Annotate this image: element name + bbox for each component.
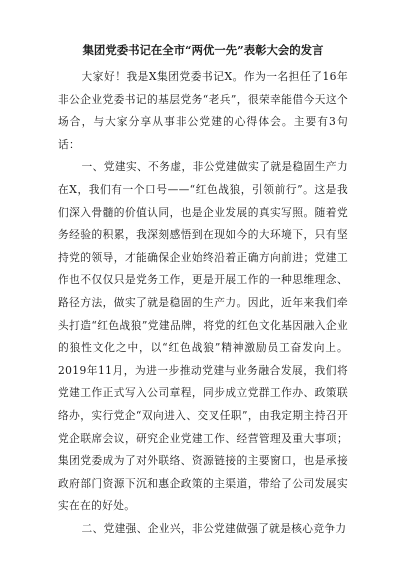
paragraph-intro: 大家好！我是X集团党委书记X。作为一名担任了16年非公企业党委书记的基层党务“老兵”，很荣幸能借今天这个场合，与大家分享从事非公党建的心得体会。主要有3句话： [58, 70, 348, 151]
document-page [58, 42, 348, 540]
paragraph-section-one: 一、党建实、不务虚，非公党建做实了就是稳固生产力在X，我们有一个口号——“红色战狼，引领前行”。这是我们深入骨髓的价值认同，也是企业发展的真实写照。随着党务经验的积累，我深刻感悟到在现如今的大环境下，只有坚持党的领导，才能确保企业始终沿着正确方向前进；党建工作也不仅仅只是党务工作，更是开展工作的一种思维理念、路径方法，做实了就是稳固的生产力。因此，近年来我们牵头打造“红色战狼”党建品牌，将党的红色文化基因融入企业的狼性文化之中，以“红色战狼”精神激励员工奋发向上。2019年11月，为进一步推动党建与业务融合发展，我们将党建工作正式写入公司章程，同步成立党群工作办、政策联络办，实行党企“双向进入、交叉任职”，由我定期主持召开党企联席会议，研究企业党建工作、经营管理及重大事项；集团党委成为了对外联络、资源链接的主要窗口，也是承接政府部门资源下沉和惠企政策的主渠道，带给了公司发展实实在在的好处。 [58, 160, 348, 513]
paragraph-section-two-heading: 二、党建强、企业兴，非公党建做强了就是核心竞争力 [81, 521, 347, 535]
document-title: 集团党委书记在全市“两优一先”表彰大会的发言 [82, 43, 324, 57]
document-body [58, 66, 348, 540]
